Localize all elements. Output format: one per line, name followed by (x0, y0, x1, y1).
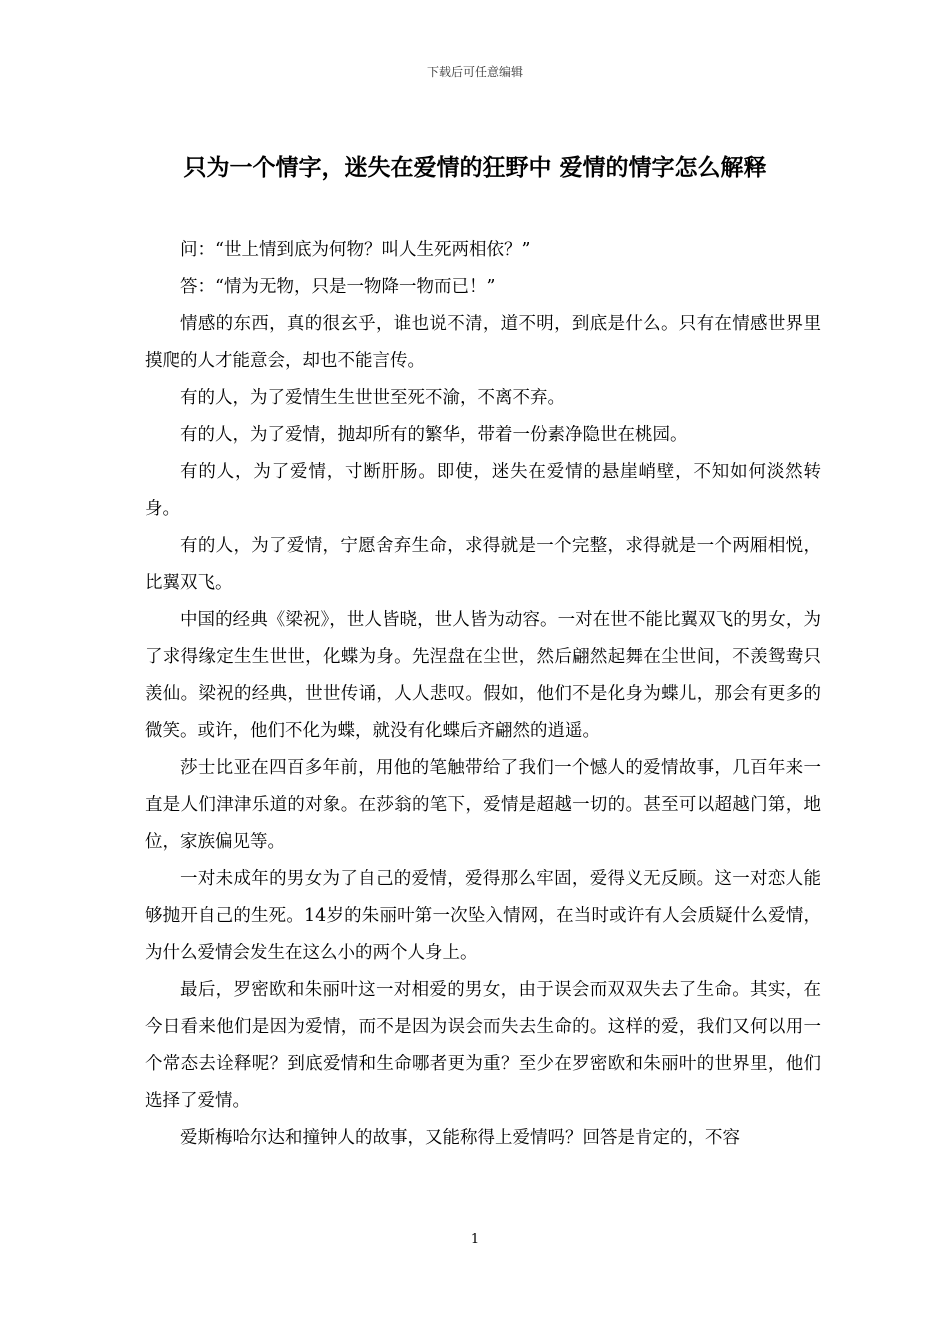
paragraph: 最后，罗密欧和朱丽叶这一对相爱的男女，由于误会而双双失去了生命。其实，在今日看来他们是因为爱情，而不是因为误会而失去生命的。这样的爱，我们又何以用一个常态去诠释呢？到底爱情和生命哪者更为重？至少在罗密欧和朱丽叶的世界里，他们选择了爱情。 (145, 980, 821, 1111)
paragraph: 爱斯梅哈尔达和撞钟人的故事，又能称得上爱情吗？回答是肯定的，不容 (180, 1128, 740, 1148)
page-number: 1 (470, 1232, 480, 1247)
paragraph: 有的人，为了爱情，寸断肝肠。即使，迷失在爱情的悬崖峭壁，不知如何淡然转身。 (145, 462, 821, 519)
paragraph: 莎士比亚在四百多年前，用他的笔触带给了我们一个憾人的爱情故事，几百年来一直是人们津津乐道的对象。在莎翁的笔下，爱情是超越一切的。甚至可以超越门第，地位，家族偏见等。 (145, 758, 821, 852)
paragraph-answer: 答：“情为无物，只是一物降一物而已！” (180, 277, 496, 297)
paragraph: 中国的经典《梁祝》，世人皆晓，世人皆为动容。一对在世不能比翼双飞的男女，为了求得缘定生生世世，化蝶为身。先涅盘在尘世，然后翩然起舞在尘世间，不羡鸳鸯只羡仙。梁祝的经典，世世传诵，人人悲叹。假如，他们不是化身为蝶儿，那会有更多的微笑。或许，他们不化为蝶，就没有化蝶后齐翩然的逍遥。 (145, 610, 821, 741)
document-body (145, 232, 821, 1157)
paragraph: 有的人，为了爱情，宁愿舍弃生命，求得就是一个完整，求得就是一个两厢相悦，比翼双飞。 (145, 536, 821, 593)
paragraph: 有的人，为了爱情，抛却所有的繁华，带着一份素净隐世在桃园。 (180, 425, 688, 445)
document-title: 只为一个情字，迷失在爱情的狂野中 爱情的情字怎么解释 (183, 155, 767, 181)
paragraph-question: 问：“世上情到底为何物？叫人生死两相依？” (180, 240, 531, 260)
page-header: 下载后可任意编辑 (426, 65, 523, 79)
paragraph: 有的人，为了爱情生生世世至死不渝，不离不弃。 (180, 388, 565, 408)
paragraph: 一对未成年的男女为了自己的爱情，爱得那么牢固，爱得义无反顾。这一对恋人能够抛开自己的生死。14岁的朱丽叶第一次坠入情网，在当时或许有人会质疑什么爱情，为什么爱情会发生在这么小的两个人身上。 (145, 869, 821, 963)
paragraph: 情感的东西，真的很玄乎，谁也说不清，道不明，到底是什么。只有在情感世界里摸爬的人才能意会，却也不能言传。 (145, 314, 821, 371)
